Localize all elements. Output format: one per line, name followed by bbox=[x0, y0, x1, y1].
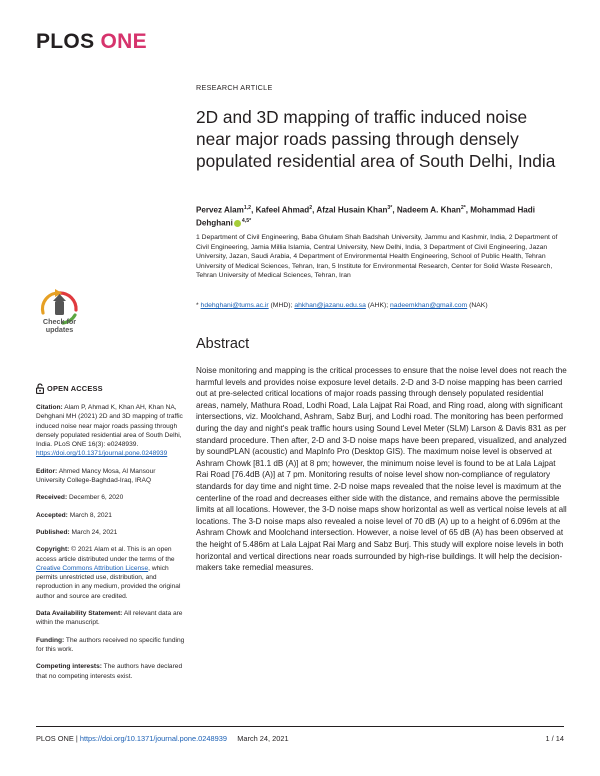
footer-sep: | bbox=[73, 734, 80, 743]
author-sep: , bbox=[312, 205, 317, 215]
citation-doi-link[interactable]: https://doi.org/10.1371/journal.pone.0248939 bbox=[36, 450, 168, 458]
orcid-icon[interactable] bbox=[234, 220, 241, 227]
competing-interests-text: The authors have declared that no competing interests exist. bbox=[36, 663, 183, 680]
copyright-block bbox=[36, 545, 186, 601]
competing-interests-label: Competing interests: bbox=[36, 663, 102, 671]
copyright-text-2: , which permits unrestricted use, distribution, and reproduction in any medium, provided the original author and source are credited. bbox=[36, 564, 181, 600]
open-access-badge bbox=[36, 383, 186, 394]
email-link-nak[interactable]: nadeemkhan@gmail.com bbox=[390, 302, 468, 309]
author-name[interactable]: Kafeel Ahmad bbox=[255, 205, 310, 215]
email-tag: (MHD); bbox=[268, 302, 295, 309]
open-lock-icon bbox=[36, 383, 44, 394]
author-sep: , bbox=[465, 205, 471, 215]
author-sep: , bbox=[392, 205, 397, 215]
corresponding-emails bbox=[196, 301, 564, 311]
author-affil-sup: 4,5* bbox=[241, 218, 252, 225]
check-line1: Check for bbox=[42, 317, 77, 326]
editor-text: Ahmed Mancy Mosa, Al Mansour University College-Baghdad-Iraq, IRAQ bbox=[36, 467, 156, 485]
article-type: RESEARCH ARTICLE bbox=[196, 83, 273, 92]
journal-logo bbox=[36, 30, 147, 54]
accepted-date: March 8, 2021 bbox=[67, 511, 112, 519]
accepted-label: Accepted: bbox=[36, 511, 68, 519]
footer-rule bbox=[36, 726, 564, 727]
page-number: 1 / 14 bbox=[545, 734, 564, 743]
author-affil-sup: 3* bbox=[387, 205, 393, 211]
citation-text: Alam P, Ahmad K, Khan AH, Khan NA, Dehghani MH (2021) 2D and 3D mapping of traffic induced noise near major roads passing through densely populated residential area of South Delhi, India. PLoS ONE 16(3): e0248939. bbox=[36, 404, 183, 449]
published-block bbox=[36, 528, 186, 537]
author-list bbox=[196, 203, 566, 229]
citation-label: Citation: bbox=[36, 404, 63, 411]
author-name[interactable]: Mohammad Hadi Dehghani bbox=[196, 205, 535, 228]
author-name[interactable]: Pervez Alam bbox=[196, 205, 244, 215]
footer-date: March 24, 2021 bbox=[237, 734, 289, 743]
funding-label: Funding: bbox=[36, 636, 65, 644]
author-name[interactable]: Nadeem A. Khan bbox=[396, 205, 461, 215]
author-affil-sup: 1,2 bbox=[243, 205, 252, 211]
footer bbox=[36, 734, 289, 743]
check-for-updates-label[interactable] bbox=[37, 318, 82, 334]
author-affil-sup: 2 bbox=[309, 205, 313, 211]
copyright-text: © 2021 Alam et al. This is an open access article distributed under the terms of the bbox=[36, 546, 175, 563]
logo-plos: PLOS bbox=[36, 30, 95, 53]
received-date: December 6, 2020 bbox=[67, 494, 124, 502]
data-availability-block bbox=[36, 609, 186, 628]
open-access-label: OPEN ACCESS bbox=[47, 383, 103, 393]
competing-interests-block bbox=[36, 662, 186, 681]
email-link-ahk[interactable]: ahkhan@jazanu.edu.sa bbox=[294, 302, 366, 309]
copyright-label: Copyright: bbox=[36, 546, 70, 554]
published-label: Published: bbox=[36, 528, 70, 536]
license-link[interactable]: Creative Commons Attribution License bbox=[36, 564, 149, 572]
received-block bbox=[36, 493, 186, 502]
article-info-sidebar bbox=[36, 383, 186, 689]
article-title: 2D and 3D mapping of traffic induced noise near major roads passing through densely populated residential area of South Delhi, India bbox=[196, 107, 556, 171]
citation-block bbox=[36, 403, 186, 459]
email-link-mhd[interactable]: hdehghani@tums.ac.ir bbox=[200, 302, 269, 309]
footer-journal: PLOS ONE bbox=[36, 734, 74, 743]
data-availability-text: All relevant data are within the manuscript. bbox=[36, 610, 183, 627]
email-tag: (NAK) bbox=[467, 302, 488, 309]
funding-block bbox=[36, 636, 186, 655]
editor-block bbox=[36, 467, 186, 486]
logo-one: ONE bbox=[100, 30, 147, 53]
author-affil-sup: 2* bbox=[460, 205, 466, 211]
data-availability-label: Data Availability Statement: bbox=[36, 610, 123, 618]
check-line2: updates bbox=[45, 325, 74, 334]
editor-label: Editor: bbox=[36, 467, 58, 475]
received-label: Received: bbox=[36, 494, 68, 502]
email-tag: (AHK); bbox=[365, 302, 391, 309]
accepted-block bbox=[36, 511, 186, 520]
author-name[interactable]: Afzal Husain Khan bbox=[316, 205, 388, 215]
funding-text: The authors received no specific funding for this work. bbox=[36, 636, 185, 653]
published-date: March 24, 2021 bbox=[69, 528, 118, 536]
abstract-text: Noise monitoring and mapping is the critical processes to ensure that the noise level does not reach the harmful levels and provides noise exposure level details. 2-D and 3-D noise mapping has been carried out at pre-selected critical locations of major roads passing through densely populated residential areas, namely, Mathura Road, Lodhi Road, Lala Lajpat Rai Road, and Ring road, along with significant intersections, viz. Moolchand, Ashram, Sabz Burj, and Lodhi road. The monitoring has been performed during the day and night's peak traffic hours using Sound Level Meter (SLM) Larson & Davis 831 as per standard procedure. Then after, 2-D and 3-D noise maps have been prepared, visualized, and analyzed by soundPLAN (acoustic) and MapInfo Pro (Desktop GIS). The maximum noise level is observed at Ashram Chowk [81.1 dB (A)] at 8 pm; however, the minimum noise level is found to be at Lala Lajpat Rai Road [76.4dB (A)] at 7 pm. Monitoring results of noise level show non-compliance of regulatory standards for day time and night time. 2-D noise maps revealed that the noise level is maximum at the centerline of the road and decreases either side with the distance, and remains above the permissible limits at all locations. However, the 3-D noise maps show horizontal as well as vertical noise levels at all locations. The 3-D noise maps also revealed a noise level of 70 dB (A) up to a height of 6.096m at the Ashram Chowk and Moolchand intersection. However, a noise level of 65 dB (A) has been observed at the height of 5.486m at Lala Lajpat Rai Marg and Sabz Burj. This study will explore noise levels in both horizontal and vertical directions near roads surrounded by high-rise buildings. It will help the decision-makers take remedial measures. bbox=[196, 366, 567, 573]
abstract-heading: Abstract bbox=[196, 336, 250, 352]
author-sep: , bbox=[251, 205, 256, 215]
email-star: * bbox=[196, 302, 201, 309]
affiliations: 1 Department of Civil Engineering, Baba Ghulam Shah Badshah University, Jammu and Kashmir, India, 2 Department of Civil Engineering, Jamia Millia Islamia, Central University, New Delhi, India, 3 Department of Civil Engineering, Jazan University, Jazan, Saudi Arabia, 4 Department of Environmental Health Engineering, School of Public Health, Tehran University of Medical Sciences, Tehran, Iran, 5 Institute for Environmental Research, Center for Solid Waste Research, Tehran University of Medical Sciences, Tehran, Iran bbox=[196, 234, 558, 280]
footer-doi-link[interactable]: https://doi.org/10.1371/journal.pone.0248939 bbox=[79, 734, 227, 743]
